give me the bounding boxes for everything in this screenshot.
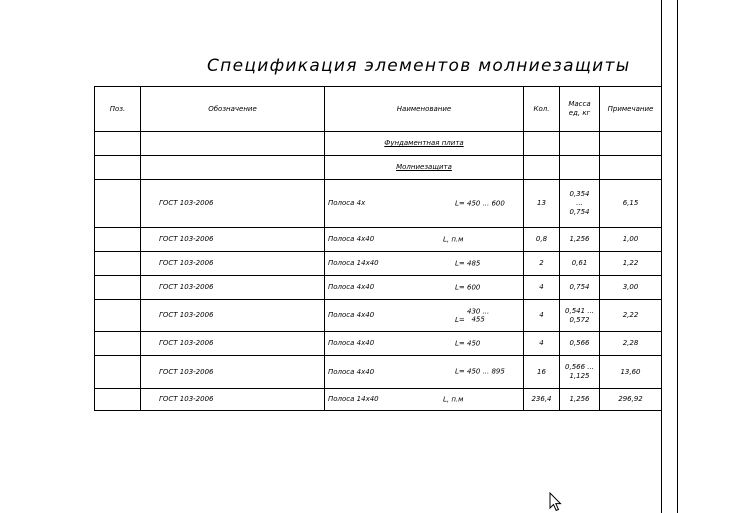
name-cell (325, 252, 524, 276)
table-row (95, 389, 662, 411)
length-value: 455 (471, 315, 485, 324)
qty-cell: 236,4 (524, 389, 560, 411)
header-mass-line1: Масса (568, 100, 591, 109)
designation-cell: ГОСТ 103-2006 (141, 300, 325, 332)
table-row (95, 300, 662, 332)
name-cell (325, 276, 524, 300)
section-lightning: Молниезащита (396, 163, 452, 172)
designation-cell: ГОСТ 103-2006 (141, 389, 325, 411)
name-label: Полоса 4х40 (328, 283, 375, 292)
table-row (95, 276, 662, 300)
qty-cell: 4 (524, 332, 560, 356)
header-note: Примечание (600, 87, 662, 132)
table-row (95, 356, 662, 389)
designation-cell: ГОСТ 103-2006 (141, 180, 325, 228)
mass-cell (560, 180, 600, 228)
name-cell (325, 300, 524, 332)
note-cell: 3,00 (600, 276, 662, 300)
qty-cell: 2 (524, 252, 560, 276)
mass-value: ... (576, 199, 583, 208)
name-cell (325, 228, 524, 252)
note-cell: 6,15 (600, 180, 662, 228)
designation-cell: ГОСТ 103-2006 (141, 252, 325, 276)
mass-value: 0,566 ... (565, 363, 594, 372)
specification-table (94, 86, 662, 411)
name-label: Полоса 4х40 (328, 235, 375, 244)
mass-value: 0,754 (569, 207, 590, 216)
frame-border-line (677, 0, 678, 513)
qty-cell: 13 (524, 180, 560, 228)
designation-cell: ГОСТ 103-2006 (141, 276, 325, 300)
table-row (95, 180, 662, 228)
section-row (95, 156, 662, 180)
page-title: Спецификация элементов молниезащиты (207, 56, 631, 76)
header-pos: Поз. (95, 87, 141, 132)
header-qty: Кол. (524, 87, 560, 132)
mass-cell: 0,61 (560, 252, 600, 276)
qty-cell: 16 (524, 356, 560, 389)
mass-value: 0,541 ... (565, 306, 594, 315)
mass-cell: 0,754 (560, 276, 600, 300)
name-label: Полоса 4х (328, 199, 366, 208)
mass-cell (560, 356, 600, 389)
table-row (95, 252, 662, 276)
length-label: L= 450 ... 600 (455, 199, 505, 208)
note-cell: 296,92 (600, 389, 662, 411)
qty-cell: 4 (524, 300, 560, 332)
mass-cell: 1,256 (560, 228, 600, 252)
name-cell (325, 389, 524, 411)
length-label: L, п.м (443, 235, 464, 244)
note-cell: 2,28 (600, 332, 662, 356)
length-label: L, п.м (443, 395, 464, 404)
header-designation: Обозначение (141, 87, 325, 132)
qty-cell: 4 (524, 276, 560, 300)
header-mass-line2: ед, кг (568, 109, 591, 117)
name-cell (325, 332, 524, 356)
designation-cell: ГОСТ 103-2006 (141, 228, 325, 252)
length-label (455, 307, 489, 325)
note-cell: 1,22 (600, 252, 662, 276)
designation-cell: ГОСТ 103-2006 (141, 332, 325, 356)
note-cell: 1,00 (600, 228, 662, 252)
arrow-cursor-icon (549, 492, 563, 512)
mass-cell: 0,566 (560, 332, 600, 356)
length-label: L= 450 ... 895 (455, 367, 505, 376)
mass-value: 0,354 (569, 190, 590, 199)
length-label: L= 600 (455, 283, 481, 292)
name-label: Полоса 4х40 (328, 367, 375, 376)
header-mass (560, 87, 600, 132)
name-cell (325, 180, 524, 228)
table-row (95, 228, 662, 252)
length-label: L= 485 (455, 259, 481, 268)
name-label: Полоса 4х40 (328, 339, 375, 348)
note-cell: 2,22 (600, 300, 662, 332)
length-value: 430 ... (467, 306, 490, 315)
qty-cell: 0,8 (524, 228, 560, 252)
name-cell (325, 356, 524, 389)
table-row (95, 332, 662, 356)
section-foundation: Фундаментная плита (384, 139, 464, 148)
mass-value: 0,572 (569, 315, 590, 324)
note-cell: 13,60 (600, 356, 662, 389)
table-header-row (95, 87, 662, 132)
header-name: Наименование (325, 87, 524, 132)
name-label: Полоса 4х40 (328, 311, 375, 320)
mass-cell (560, 300, 600, 332)
name-label: Полоса 14х40 (328, 395, 379, 404)
section-row (95, 132, 662, 156)
length-label: L= 450 (455, 339, 481, 348)
mass-cell: 1,256 (560, 389, 600, 411)
designation-cell: ГОСТ 103-2006 (141, 356, 325, 389)
mass-value: 1,125 (569, 372, 590, 380)
length-prefix: L= (455, 315, 465, 324)
name-label: Полоса 14х40 (328, 259, 379, 268)
